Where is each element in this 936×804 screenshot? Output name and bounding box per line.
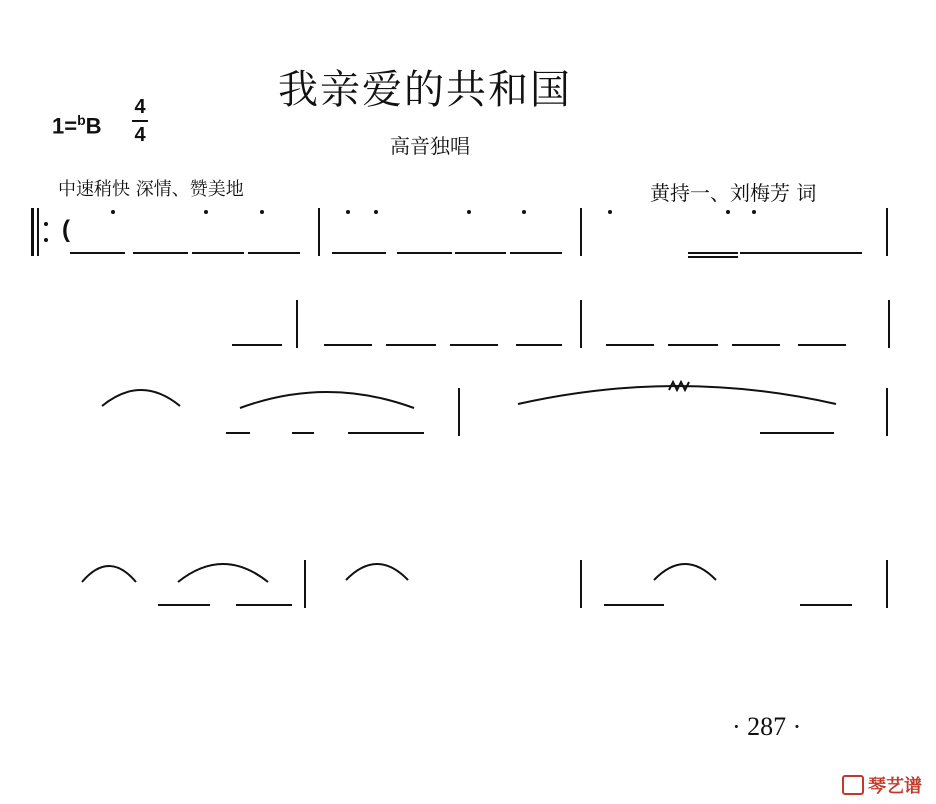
page-number: · 287 · [732, 712, 802, 741]
time-signature [132, 96, 148, 146]
beam-line [760, 432, 834, 434]
key-note: B [85, 113, 102, 139]
barline [458, 388, 460, 436]
slur [80, 564, 138, 584]
slur [344, 562, 410, 582]
octave-dot [260, 210, 264, 214]
beam-line [740, 252, 862, 254]
beam-line [348, 432, 424, 434]
barline [886, 208, 888, 256]
beam-line [732, 344, 780, 346]
beam-line [133, 252, 188, 254]
beam-line [800, 604, 852, 606]
barline [888, 300, 890, 348]
beam-line [450, 344, 498, 346]
barline [296, 300, 298, 348]
slur [100, 388, 182, 408]
octave-dot [346, 210, 350, 214]
beam-line [397, 252, 452, 254]
beam-line [324, 344, 372, 346]
beam-line [688, 252, 738, 254]
tempo-marking: 中速稍快 深情、赞美地 [58, 179, 244, 200]
beam-line [606, 344, 654, 346]
barline [580, 208, 582, 256]
beam-line [516, 344, 562, 346]
mordent-ornament [668, 380, 690, 392]
beam-line [510, 252, 562, 254]
beam-line [248, 252, 300, 254]
song-title: 我亲爱的共和国 [278, 67, 572, 113]
time-sig-bottom: 4 [134, 124, 146, 146]
beam-line [70, 252, 125, 254]
repeat-thick-bar [31, 208, 34, 256]
octave-dot [111, 210, 115, 214]
song-subtitle: 高音独唱 [390, 134, 470, 158]
beam-line [798, 344, 846, 346]
barline [304, 560, 306, 608]
watermark-text: 琴艺谱 [868, 776, 922, 797]
beam-line [604, 604, 664, 606]
beam-line [158, 604, 210, 606]
beam-line [668, 344, 718, 346]
watermark [842, 772, 922, 798]
open-paren: ( [62, 216, 70, 243]
octave-dot [726, 210, 730, 214]
slur [652, 562, 718, 582]
octave-dot [204, 210, 208, 214]
octave-dot [608, 210, 612, 214]
barline [37, 208, 39, 256]
beam-line [386, 344, 436, 346]
octave-dot [467, 210, 471, 214]
repeat-dot [44, 238, 48, 242]
barline [886, 388, 888, 436]
barline [580, 300, 582, 348]
octave-dot [522, 210, 526, 214]
octave-dot [374, 210, 378, 214]
barline [580, 560, 582, 608]
beam-line [232, 344, 282, 346]
barline [318, 208, 320, 256]
beam-line [192, 252, 244, 254]
key-flat: b [77, 112, 86, 128]
beam-line [455, 252, 506, 254]
key-prefix: 1= [52, 113, 78, 139]
beam-line [226, 432, 250, 434]
time-sig-top: 4 [134, 96, 146, 118]
beam-line [332, 252, 386, 254]
beam-line [236, 604, 292, 606]
beam-line-second [688, 256, 738, 258]
watermark-logo-icon [842, 775, 864, 795]
beam-line [292, 432, 314, 434]
slur [238, 390, 416, 410]
barline [886, 560, 888, 608]
slur [176, 562, 270, 584]
octave-dot [752, 210, 756, 214]
key-signature [52, 112, 102, 139]
lyricist-credit: 黄持一、刘梅芳 词 [650, 181, 817, 205]
repeat-dot [44, 222, 48, 226]
